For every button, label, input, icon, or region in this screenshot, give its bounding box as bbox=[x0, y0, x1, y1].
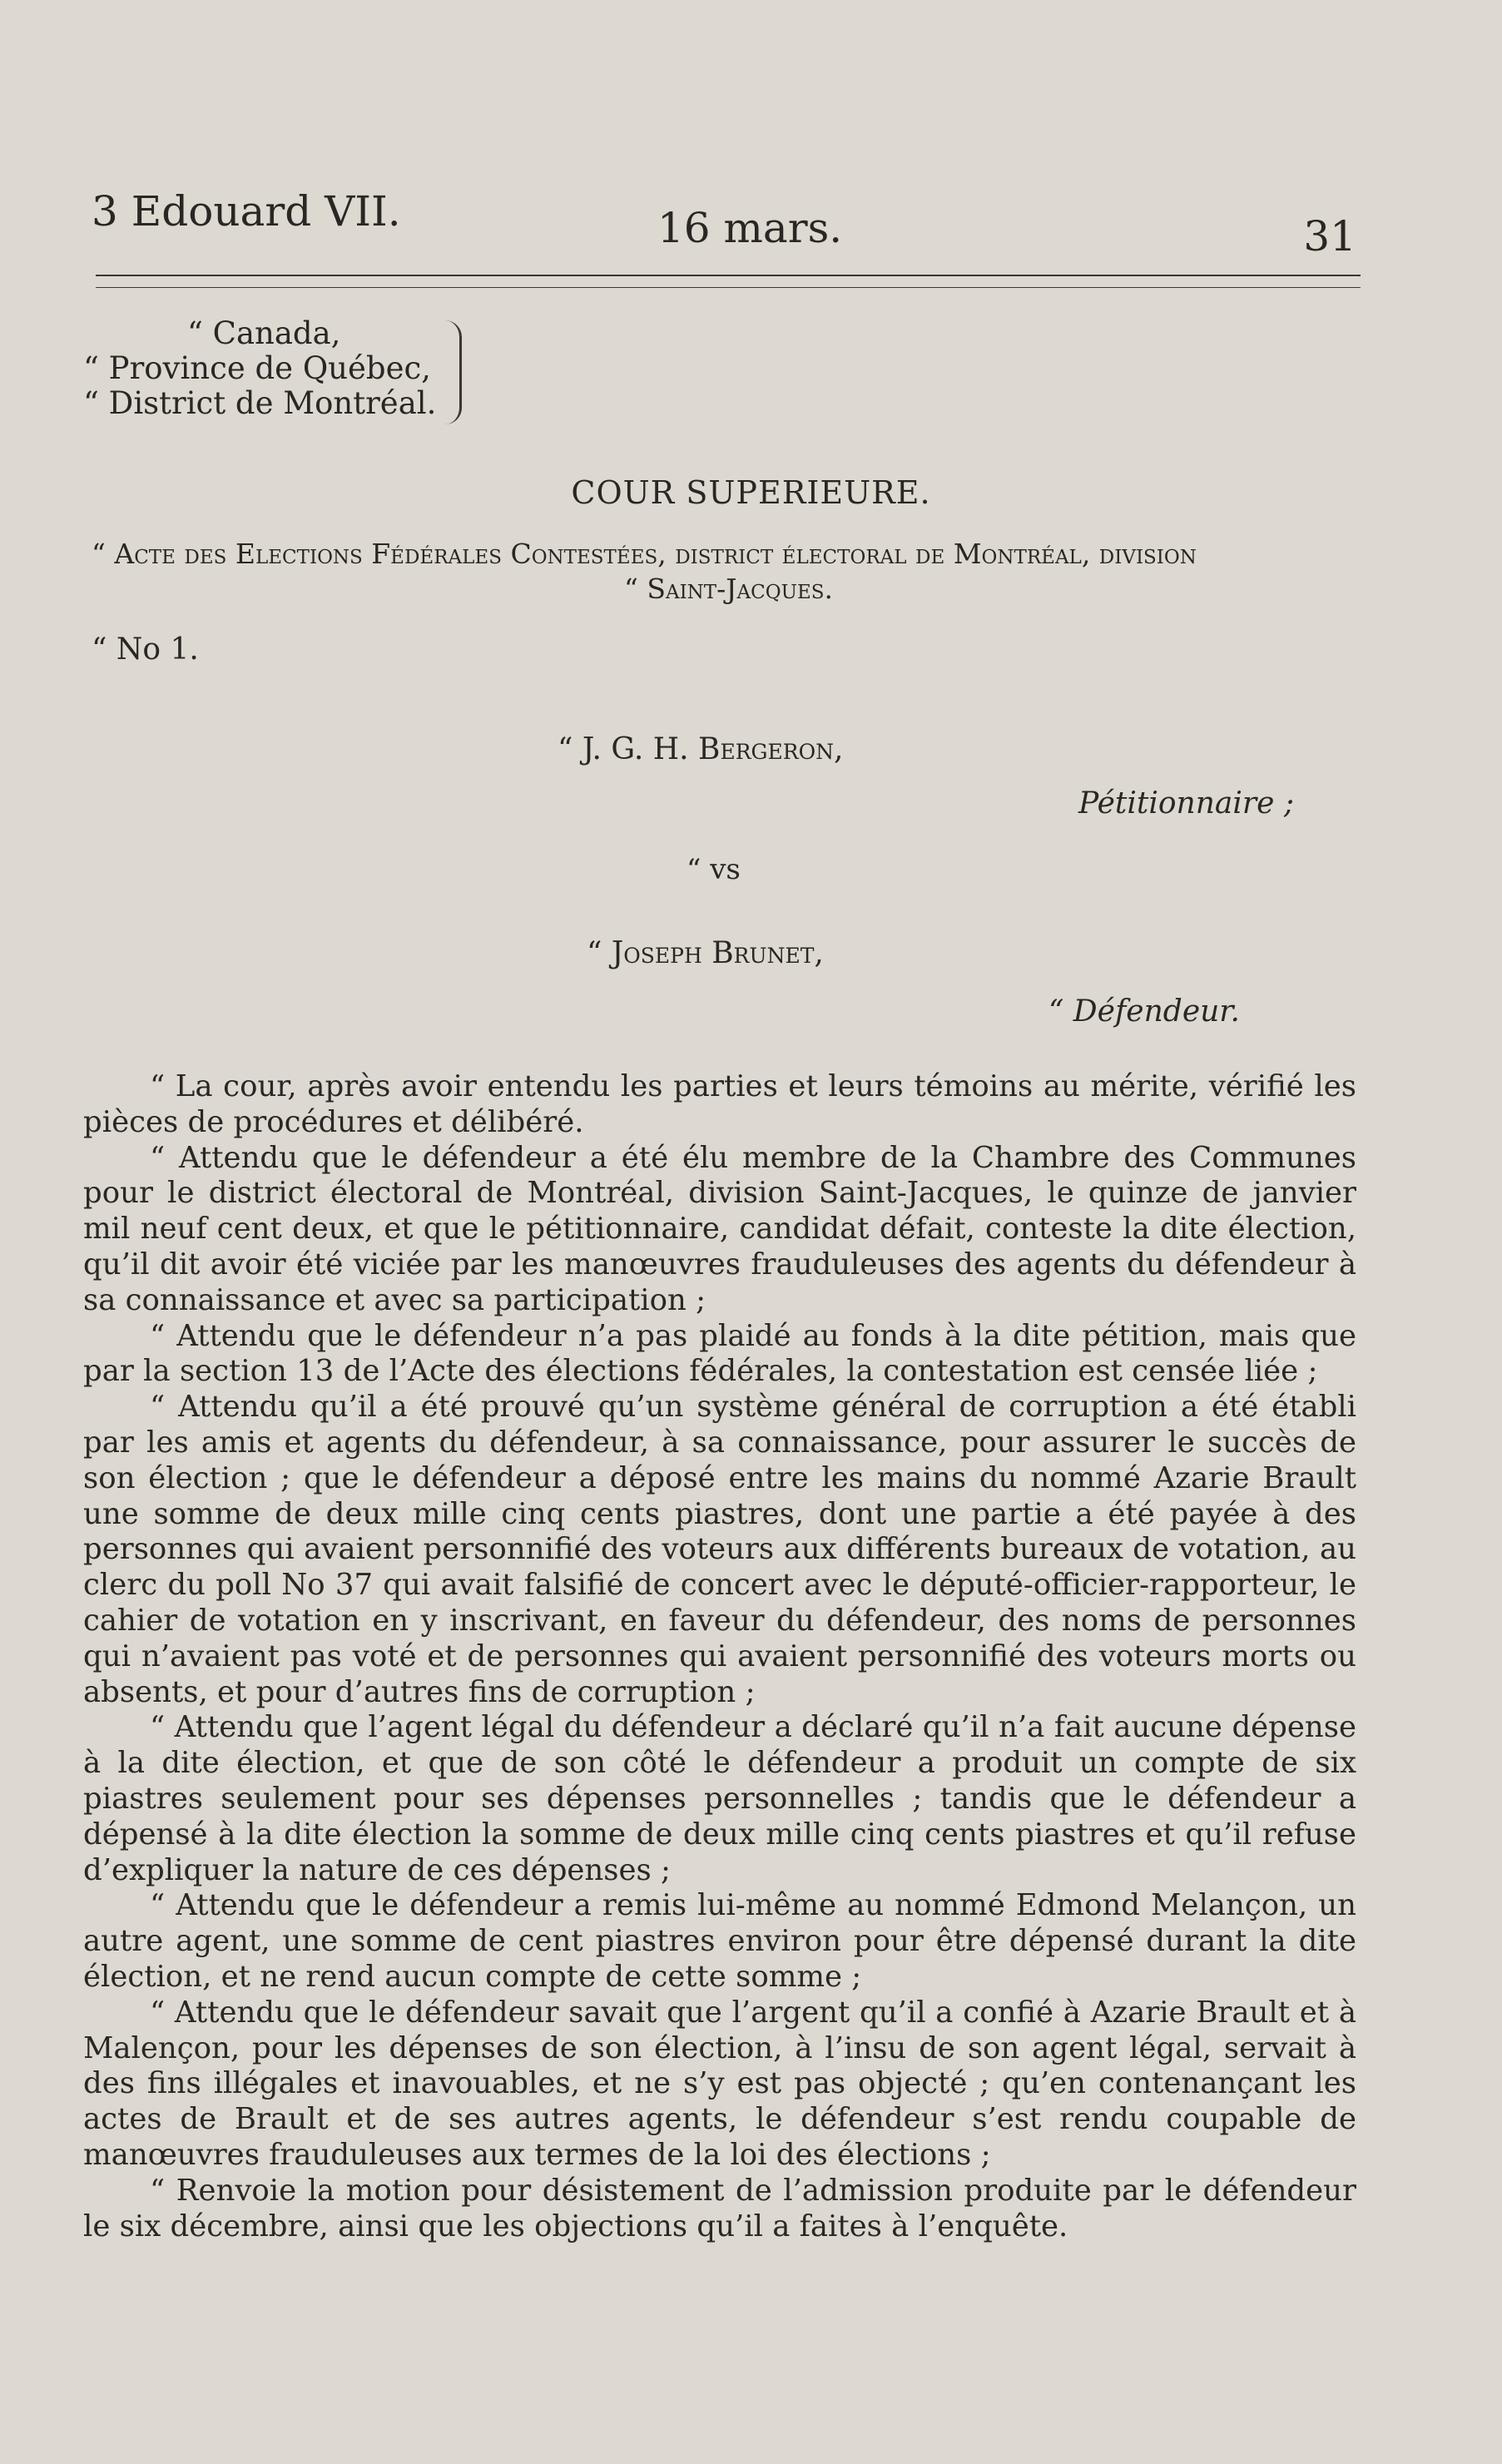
court-title: COUR SUPERIEURE. bbox=[571, 474, 931, 511]
page-number: 31 bbox=[1303, 212, 1356, 260]
defendant-name: “ Joseph Brunet, bbox=[587, 936, 824, 970]
paragraph: “ Attendu que le défendeur a été élu membre de la Chambre des Communes pour le district électoral de Montréal, division Saint-Jacques, le quinze de janvier mil neuf cent deux, et que le pétitionnaire, candidat défait, conteste la dite élection, qu’il dit avoir été viciée par les manœuvres frauduleuses des agents du défendeur à sa connaissance et avec sa participation ; bbox=[83, 1140, 1356, 1317]
jurisdiction-brace bbox=[441, 320, 462, 424]
acte-heading bbox=[92, 537, 1352, 607]
judgment-body bbox=[83, 1069, 1356, 2244]
petitioner-name: “ J. G. H. Bergeron, bbox=[558, 732, 844, 766]
paragraph: “ Attendu que le défendeur n’a pas plaidé au fonds à la dite pétition, mais que par la section 13 de l’Acte des élections fédérales, la contestation est censée liée ; bbox=[83, 1318, 1356, 1389]
paragraph: “ La cour, après avoir entendu les parties et leurs témoins au mérite, vérifié les pièces de procédures et délibéré. bbox=[83, 1069, 1356, 1139]
page-header bbox=[92, 179, 1356, 260]
paragraph: “ Attendu que l’agent légal du défendeur a déclaré qu’il n’a fait aucune dépense à la dite élection, et que de son côté le défendeur a produit un compte de six piastres seulement pour ses dépenses personnelles ; tandis que le défendeur a dépensé à la dite élection la somme de deux mille cinq cents piastres et qu’il refuse d’expliquer la nature de ces dépenses ; bbox=[83, 1710, 1356, 1887]
versus-label: “ vs bbox=[687, 853, 741, 886]
jurisdiction-country: “ Canada, bbox=[187, 315, 341, 351]
defendant-role: “ Défendeur. bbox=[1048, 994, 1240, 1029]
header-rule bbox=[96, 275, 1361, 276]
petitioner-role: Pétitionnaire ; bbox=[1078, 786, 1294, 821]
paragraph: “ Attendu que le défendeur a remis lui-même au nommé Edmond Melançon, un autre agent, une somme de cent piastres environ pour être dépensé durant la dite élection, et ne rend aucun compte de cette somme ; bbox=[83, 1888, 1356, 1994]
paragraph: “ Attendu qu’il a été prouvé qu’un système général de corruption a été établi par les amis et agents du défendeur, à sa connaissance, pour assurer le succès de son élection ; que le défendeur a déposé entre les mains du nommé Azarie Brault une somme de deux mille cinq cents piastres, dont une partie a été payée à des personnes qui avaient personnifié des voteurs aux différents bureaux de votation, au clerc du poll No 37 qui avait falsifié de concert avec le député-officier-rapporteur, le cahier de votation en y inscrivant, en faveur du défendeur, des noms de personnes qui n’avaient pas voté et de personnes qui avaient personnifié des voteurs morts ou absents, et pour d’autres fins de corruption ; bbox=[83, 1390, 1356, 1709]
jurisdiction-block bbox=[83, 316, 436, 421]
acte-line-2: “ Saint-Jacques. bbox=[624, 573, 833, 605]
header-date: 16 mars. bbox=[657, 204, 843, 252]
header-rule-thin bbox=[96, 287, 1361, 288]
jurisdiction-district: “ District de Montréal. bbox=[83, 385, 437, 421]
acte-line-1: “ Acte des Elections Fédérales Contestées, district électoral de Montréal, division bbox=[92, 538, 1197, 570]
paragraph: “ Attendu que le défendeur savait que l’argent qu’il a confié à Azarie Brault et à Malençon, pour les dépenses de son élection, à l’insu de son agent légal, servait à des fins illégales et inavouables, et ne s’y est pas objecté ; qu’en contenançant les actes de Brault et de ses autres agents, le défendeur s’est rendu coupable de manœuvres frauduleuses aux termes de la loi des élections ; bbox=[83, 1995, 1356, 2172]
case-number: “ No 1. bbox=[92, 632, 199, 667]
paragraph: “ Renvoie la motion pour désistement de l’admission produite par le défendeur le six décembre, ainsi que les objections qu’il a faites à l’enquête. bbox=[83, 2173, 1356, 2243]
header-regnal-year: 3 Edouard VII. bbox=[92, 187, 401, 235]
jurisdiction-province: “ Province de Québec, bbox=[83, 350, 431, 386]
